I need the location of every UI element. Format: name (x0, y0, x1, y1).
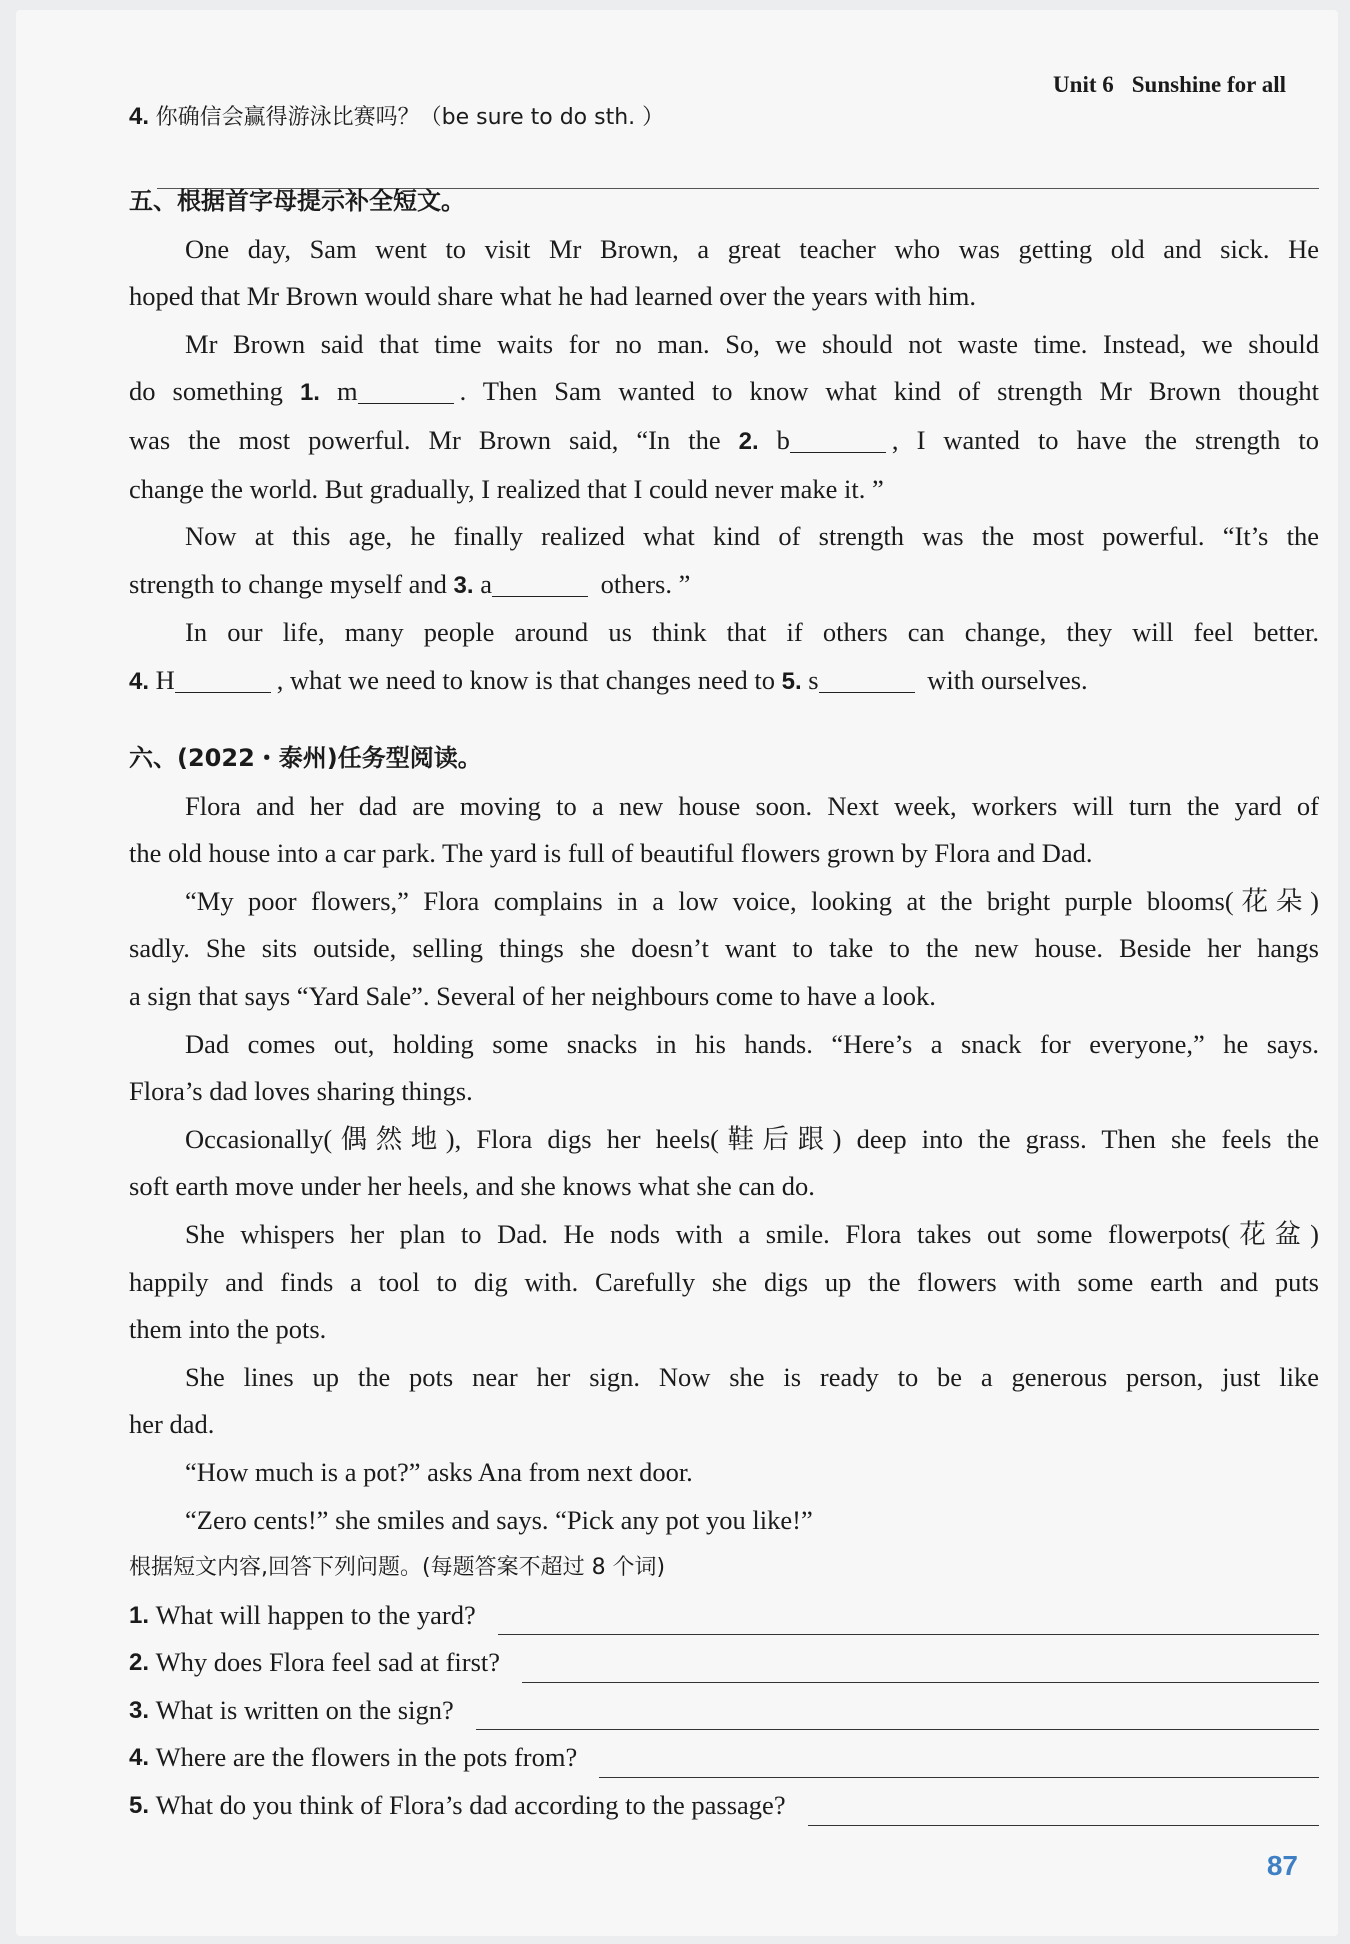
question-text: Why does Flora feel sad at first? (155, 1647, 501, 1678)
passage-line: do something 1. m . Then Sam wanted to know what kind of strength Mr Brown thought (129, 368, 1319, 417)
question-text: What is written on the sign? (155, 1694, 454, 1725)
passage-line: her dad. (129, 1409, 215, 1440)
blank-number: 2. (738, 427, 759, 455)
passage-line: Mr Brown said that time waits for no man. So, we should not waste time. Instead, we should (185, 328, 1319, 359)
passage-line: She lines up the pots near her sign. Now she is ready to be a generous person, just like (185, 1361, 1319, 1392)
passage-line: “How much is a pot?” asks Ana from next door. (185, 1456, 693, 1487)
question-number: 4. (129, 103, 150, 130)
answer-line[interactable] (476, 1695, 1319, 1730)
question-text: What will happen to the yard? (155, 1599, 476, 1630)
question-row: 1. What will happen to the yard? (129, 1592, 1319, 1640)
blank-3[interactable] (492, 566, 588, 597)
passage-line: the old house into a car park. The yard is full of beautiful flowers grown by Flora and Dad. (129, 838, 1093, 869)
blank-number: 1. (299, 379, 320, 407)
section-heading: 六、(2022・泰州)任务型阅读。 (129, 744, 482, 772)
answer-line[interactable] (498, 1600, 1319, 1635)
section-six (129, 735, 1319, 1830)
blank-1[interactable] (358, 373, 454, 404)
passage-line: them into the pots. (129, 1314, 327, 1345)
passage-line: sadly. She sits outside, selling things she doesn’t want to take to the new house. Beside her hangs (129, 933, 1319, 964)
workbook-page (16, 10, 1338, 1936)
blank-number: 4. (129, 667, 150, 695)
passage-line: Now at this age, he finally realized what kind of strength was the most powerful. “It’s the (185, 521, 1319, 552)
answer-line[interactable] (599, 1743, 1319, 1778)
passage-line: Flora’s dad loves sharing things. (129, 1076, 473, 1107)
question-row: 5. What do you think of Flora’s dad according to the passage? (129, 1782, 1319, 1830)
question-text: Where are the flowers in the pots from? (155, 1742, 578, 1773)
passage-line: strength to change myself and 3. a others. ” (129, 561, 1319, 610)
answer-instruction: 根据短文内容,回答下列问题。(每题答案不超过 8 个词) (129, 1555, 666, 1581)
answer-line[interactable] (808, 1791, 1319, 1826)
question-text: What do you think of Flora’s dad according to the passage? (155, 1790, 786, 1821)
passage-line: was the most powerful. Mr Brown said, “In the 2. b , I wanted to have the strength to (129, 417, 1319, 466)
passage-line: change the world. But gradually, I realized that I could never make it. ” (129, 473, 884, 504)
blank-5[interactable] (819, 662, 915, 693)
passage-line: “Zero cents!” she smiles and says. “Pick any pot you like!” (185, 1504, 813, 1535)
question-text: 你确信会赢得游泳比赛吗？（be sure to do sth. ） (155, 105, 665, 130)
passage-line: One day, Sam went to visit Mr Brown, a great teacher who was getting old and sick. He (185, 233, 1319, 264)
passage-line: Occasionally(偶然地), Flora digs her heels(鞋后跟) deep into the grass. Then she feels the (185, 1123, 1319, 1154)
question-row: 4. Where are the flowers in the pots from? (129, 1734, 1319, 1782)
section-five (129, 178, 1319, 706)
blank-2[interactable] (790, 422, 886, 453)
question-row: 3. What is written on the sign? (129, 1687, 1319, 1735)
blank-number: 5. (781, 667, 802, 695)
blank-4[interactable] (175, 662, 271, 693)
passage-line: hoped that Mr Brown would share what he had learned over the years with him. (129, 281, 977, 312)
passage-line: Dad comes out, holding some snacks in his hands. “Here’s a snack for everyone,” he says. (185, 1028, 1319, 1059)
section-heading: 五、根据首字母提示补全短文。 (129, 187, 465, 215)
passage-line: a sign that says “Yard Sale”. Several of her neighbours come to have a look. (129, 980, 936, 1011)
passage-line: Flora and her dad are moving to a new house soon. Next week, workers will turn the yard of (185, 790, 1319, 821)
blank-number: 3. (453, 571, 474, 599)
passage-line: “My poor flowers,” Flora complains in a low voice, looking at the bright purple blooms(花朵) (185, 885, 1319, 916)
unit-title: Sunshine for all (1131, 72, 1286, 97)
passage-line: 4. H , what we need to know is that changes need to 5. s with ourselves. (129, 657, 1319, 706)
question-row: 2. Why does Flora feel sad at first? (129, 1639, 1319, 1687)
unit-label: Unit 6 (1053, 72, 1114, 97)
answer-line[interactable] (522, 1648, 1319, 1683)
page-number: 87 (1266, 1850, 1298, 1881)
passage-line: soft earth move under her heels, and she knows what she can do. (129, 1171, 815, 1202)
passage-line: happily and finds a tool to dig with. Carefully she digs up the flowers with some earth and puts (129, 1266, 1319, 1297)
translation-question-4 (129, 92, 1319, 189)
passage-line: In our life, many people around us think that if others can change, they will feel better. (185, 617, 1319, 648)
passage-line: She whispers her plan to Dad. He nods with a smile. Flora takes out some flowerpots(花盆) (185, 1218, 1319, 1249)
